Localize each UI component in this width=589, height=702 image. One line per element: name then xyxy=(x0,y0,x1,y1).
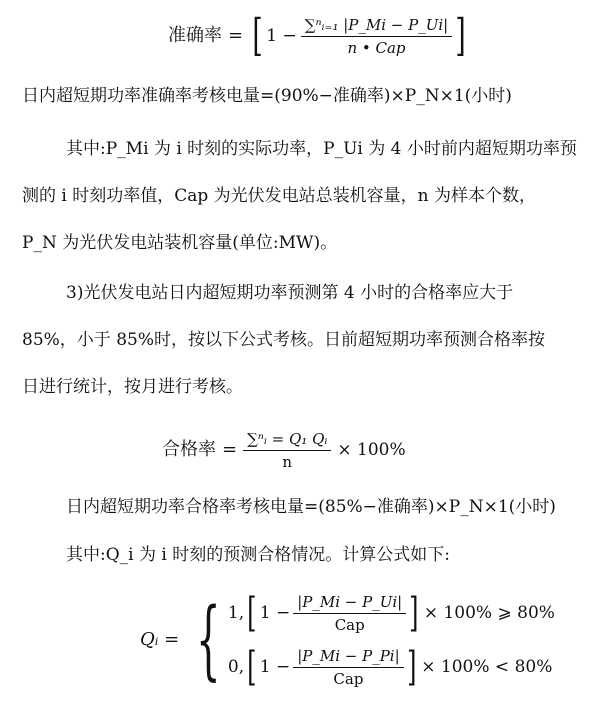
case1-suffix: × 100% ⩾ 80% xyxy=(423,603,555,623)
case1-denominator: Cap xyxy=(334,615,365,634)
case2-numerator: |P_Mi − P_Pi| xyxy=(293,647,403,668)
formula-accuracy-fraction xyxy=(301,16,453,57)
case2-fraction xyxy=(293,647,403,688)
formula-accuracy-one-minus: 1 − xyxy=(266,26,297,46)
formula-pass-lhs: 合格率 xyxy=(162,439,216,460)
formula-pass-times: × 100% xyxy=(337,440,406,460)
case2-right-bracket: ] xyxy=(406,644,417,690)
formula-accuracy-eq: = xyxy=(228,25,244,46)
where-q-line: 其中:Q_i 为 i 时刻的预测合格情况。计算公式如下: xyxy=(66,545,450,565)
left-bracket: [ xyxy=(252,10,263,61)
formula-q-case-1 xyxy=(228,589,555,637)
formula-accuracy xyxy=(168,6,469,66)
assessment-line-2: 日内超短期功率合格率考核电量=(85%−准确率)×P_N×1(小时) xyxy=(66,497,556,517)
formula-q xyxy=(140,588,555,692)
formula-q-lhs: Qᵢ = xyxy=(140,629,180,650)
rule3-line-3: 日进行统计，按月进行考核。 xyxy=(22,377,243,397)
case1-prefix: 1, xyxy=(227,603,245,623)
case1-left-bracket: [ xyxy=(247,590,257,636)
formula-accuracy-numerator: ∑ⁿᵢ₌₁ |P_Mi − P_Ui| xyxy=(301,16,453,37)
case2-one-minus: 1 − xyxy=(259,657,291,677)
case2-prefix: 0, xyxy=(227,657,245,677)
formula-pass-numerator: ∑ⁿᵢ = Q₁ Qᵢ xyxy=(243,430,331,451)
case1-fraction xyxy=(293,593,406,634)
formula-q-case-2 xyxy=(228,643,555,691)
formula-accuracy-denominator: n • Cap xyxy=(347,38,406,57)
where-line-2: 测的 i 时刻功率值，Cap 为光伏发电站总装机容量，n 为样本个数， xyxy=(22,186,537,206)
formula-pass xyxy=(162,420,406,480)
formula-q-cases xyxy=(228,589,555,691)
rule3-line-2: 85%，小于 85%时，按以下公式考核。日前超短期功率预测合格率按 xyxy=(22,330,545,350)
formula-pass-fraction xyxy=(243,430,331,471)
rule3-line-1: 3)光伏发电站日内超短期功率预测第 4 小时的合格率应大于 xyxy=(66,283,514,303)
formula-pass-denominator: n xyxy=(282,452,293,471)
where-line-1: 其中:P_Mi 为 i 时刻的实际功率，P_Ui 为 4 小时前内超短期功率预 xyxy=(66,139,577,159)
case1-one-minus: 1 − xyxy=(259,603,291,623)
case1-numerator: |P_Mi − P_Ui| xyxy=(293,593,406,614)
case2-suffix: × 100% < 80% xyxy=(421,657,553,677)
assessment-line-1: 日内超短期功率准确率考核电量=(90%−准确率)×P_N×1(小时) xyxy=(22,86,512,106)
where-line-3: P_N 为光伏发电站装机容量(单位:MW)。 xyxy=(22,233,338,253)
case2-left-bracket: [ xyxy=(247,644,257,690)
case1-right-bracket: ] xyxy=(409,590,419,636)
right-bracket: ] xyxy=(455,10,466,61)
formula-accuracy-lhs: 准确率 xyxy=(168,25,222,46)
case2-denominator: Cap xyxy=(333,669,364,688)
formula-pass-eq: = xyxy=(222,439,238,460)
left-brace: { xyxy=(196,590,221,690)
